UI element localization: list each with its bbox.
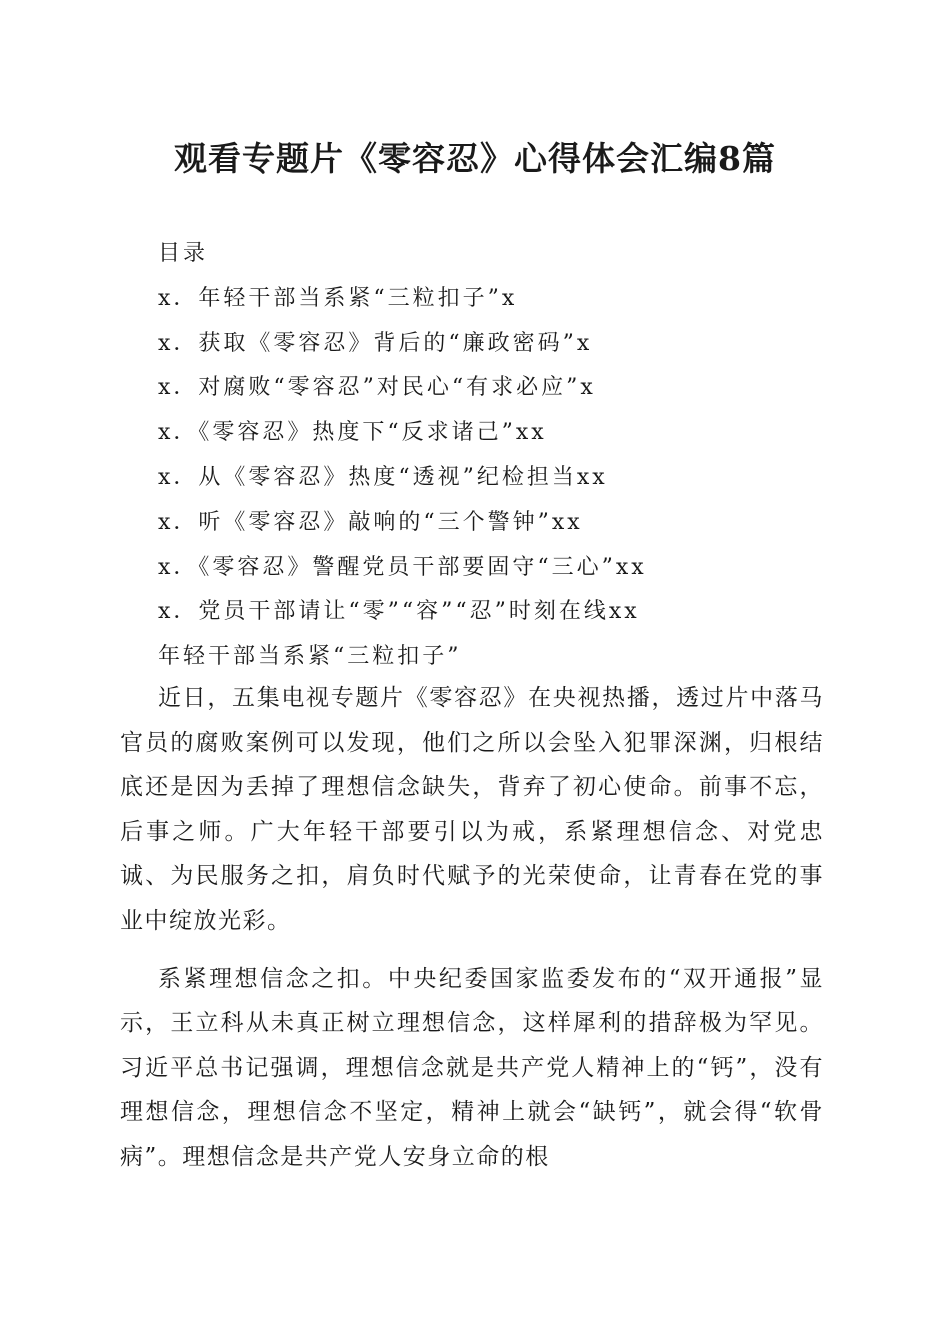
toc-heading: 目录 bbox=[158, 241, 209, 266]
table-of-contents bbox=[158, 232, 858, 680]
body-text bbox=[120, 676, 824, 1193]
toc-item: x．年轻干部当系紧“三粒扣子”x bbox=[158, 285, 518, 311]
toc-item: x．从《零容忍》热度“透视”纪检担当xx bbox=[158, 464, 608, 490]
toc-item: x．《零容忍》热度下“反求诸己”xx bbox=[158, 420, 547, 446]
paragraph: 近日，五集电视专题片《零容忍》在央视热播，透过片中落马官员的腐败案例可以发现，他们之所以会坠入犯罪深渊，归根结底还是因为丢掉了理想信念缺失，背弃了初心使命。前事不忘，后事之师。广大年轻干部要引以为戒，系紧理想信念、对党忠诚、为民服务之扣，肩负时代赋予的光荣使命，让青春在党的事业中绽放光彩。 bbox=[120, 685, 824, 934]
toc-item: x．党员干部请让“零”“容”“忍”时刻在线xx bbox=[158, 599, 640, 625]
toc-item: x．听《零容忍》敲响的“三个警钟”xx bbox=[158, 509, 583, 535]
section-heading: 年轻干部当系紧“三粒扣子” bbox=[158, 644, 462, 670]
paragraph: 系紧理想信念之扣。中央纪委国家监委发布的“双开通报”显示，王立科从未真正树立理想信念，这样犀利的措辞极为罕见。习近平总书记强调，理想信念就是共产党人精神上的“钙”，没有理想信念，理想信念不坚定，精神上就会“缺钙”，就会得“软骨病”。理想信念是共产党人安身立命的根 bbox=[120, 965, 824, 1170]
toc-item: x．对腐败“零容忍”对民心“有求必应”x bbox=[158, 375, 596, 401]
toc-item: x．获取《零容忍》背后的“廉政密码”x bbox=[158, 330, 593, 356]
toc-item: x．《零容忍》警醒党员干部要固守“三心”xx bbox=[158, 554, 647, 580]
document-title: 观看专题片《零容忍》心得体会汇编8篇 bbox=[174, 139, 776, 178]
